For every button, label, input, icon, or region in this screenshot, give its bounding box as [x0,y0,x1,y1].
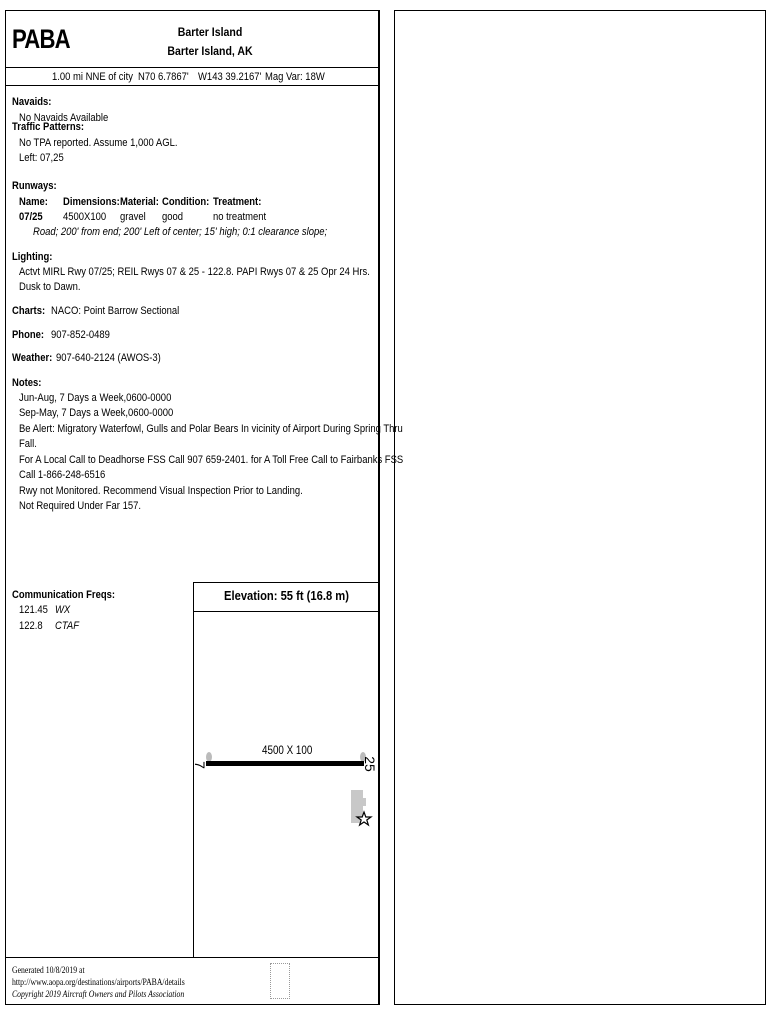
notes-line: Call 1-866-248-6516 [19,469,106,481]
notes-line: Rwy not Monitored. Recommend Visual Inspection Prior to Landing. [19,485,303,497]
lighting-label: Lighting: [12,251,53,263]
elevation-header-rule [193,611,379,612]
airport-city [140,44,280,58]
runway-end-25: 25 [361,756,378,772]
notes-line: Not Required Under Far 157. [19,500,141,512]
runway-dimension-label: 4500 X 100 [262,743,313,757]
navaids-text: No Navaids Available [19,112,109,124]
runway-obstruction: Road; 200' from end; 200' Left of center; 15' high; 0:1 clearance slope; [33,226,328,238]
footer-url: http://www.aopa.org/destinations/airports/PABA/details [12,977,185,987]
footer-placeholder-box [270,963,290,999]
apron-notch [360,798,366,806]
runway-treatment: no treatment [213,211,267,223]
runway-condition: good [162,211,184,223]
longitude-text: W143 39.2167' [198,71,262,83]
runway-header-treatment: Treatment: [213,196,262,208]
airport-code: PABA [12,24,70,54]
traffic-label: Traffic Patterns: [12,121,85,133]
comm-freq-value: 122.8 [19,620,43,632]
weather-label: Weather: [12,352,53,364]
airport-name [150,25,270,39]
runway-header-material: Material: [120,196,159,208]
runway-material: gravel [120,211,146,223]
runway-strip [206,761,364,766]
notes-label: Notes: [12,377,42,389]
comm-freq-value: 121.45 [19,604,48,616]
comm-freq-name: WX [55,604,71,616]
runways-label: Runways: [12,180,57,192]
traffic-line2: Left: 07,25 [19,152,64,164]
notes-line: Be Alert: Migratory Waterfowl, Gulls and Polar Bears In vicinity of Airport During Spring Thru [19,423,403,435]
lighting-line2: Dusk to Dawn. [19,281,81,293]
distance-text: 1.00 mi NNE of city [52,71,133,83]
runway-header-dimensions: Dimensions: [63,196,120,208]
weather-value: 907-640-2124 (AWOS-3) [56,352,161,364]
phone-value: 907-852-0489 [51,329,110,341]
airport-city-text: Barter Island, AK [167,44,253,58]
navaids-label: Navaids: [12,96,52,108]
right-panel-frame [394,10,766,1005]
comm-freq-name: CTAF [55,620,79,632]
footer-rule [5,957,379,958]
divider-line [379,10,380,1005]
latitude-text: N70 6.7867' [138,71,189,83]
elevation-wrap [194,588,379,603]
footer-copyright: Copyright 2019 Aircraft Owners and Pilots Association [12,989,185,999]
notes-line: For A Local Call to Deadhorse FSS Call 907 659-2401. for A Toll Free Call to Fairbanks FSS [19,454,404,466]
lighting-line1: Actvt MIRL Rwy 07/25; REIL Rwys 07 & 25 - 122.8. PAPI Rwys 07 & 25 Opr 24 Hrs. [19,266,370,278]
footer-generated: Generated 10/8/2019 at [12,965,85,975]
elevation-label: Elevation: 55 ft (16.8 m) [224,588,349,603]
notes-line: Fall. [19,438,37,450]
traffic-line1: No TPA reported. Assume 1,000 AGL. [19,137,178,149]
airport-name-text: Barter Island [177,25,243,39]
runway-name: 07/25 [19,211,43,223]
runway-header-condition: Condition: [162,196,210,208]
notes-line: Jun-Aug, 7 Days a Week,0600-0000 [19,392,172,404]
runway-header-name: Name: [19,196,48,208]
notes-line: Sep-May, 7 Days a Week,0600-0000 [19,407,174,419]
charts-value: NACO: Point Barrow Sectional [51,305,180,317]
magvar-text: Mag Var: 18W [265,71,325,83]
phone-label: Phone: [12,329,45,341]
charts-label: Charts: [12,305,46,317]
runway-dimensions: 4500X100 [63,211,107,223]
runway-end-7: 7 [191,761,208,769]
comm-freqs-label: Communication Freqs: [12,589,116,601]
